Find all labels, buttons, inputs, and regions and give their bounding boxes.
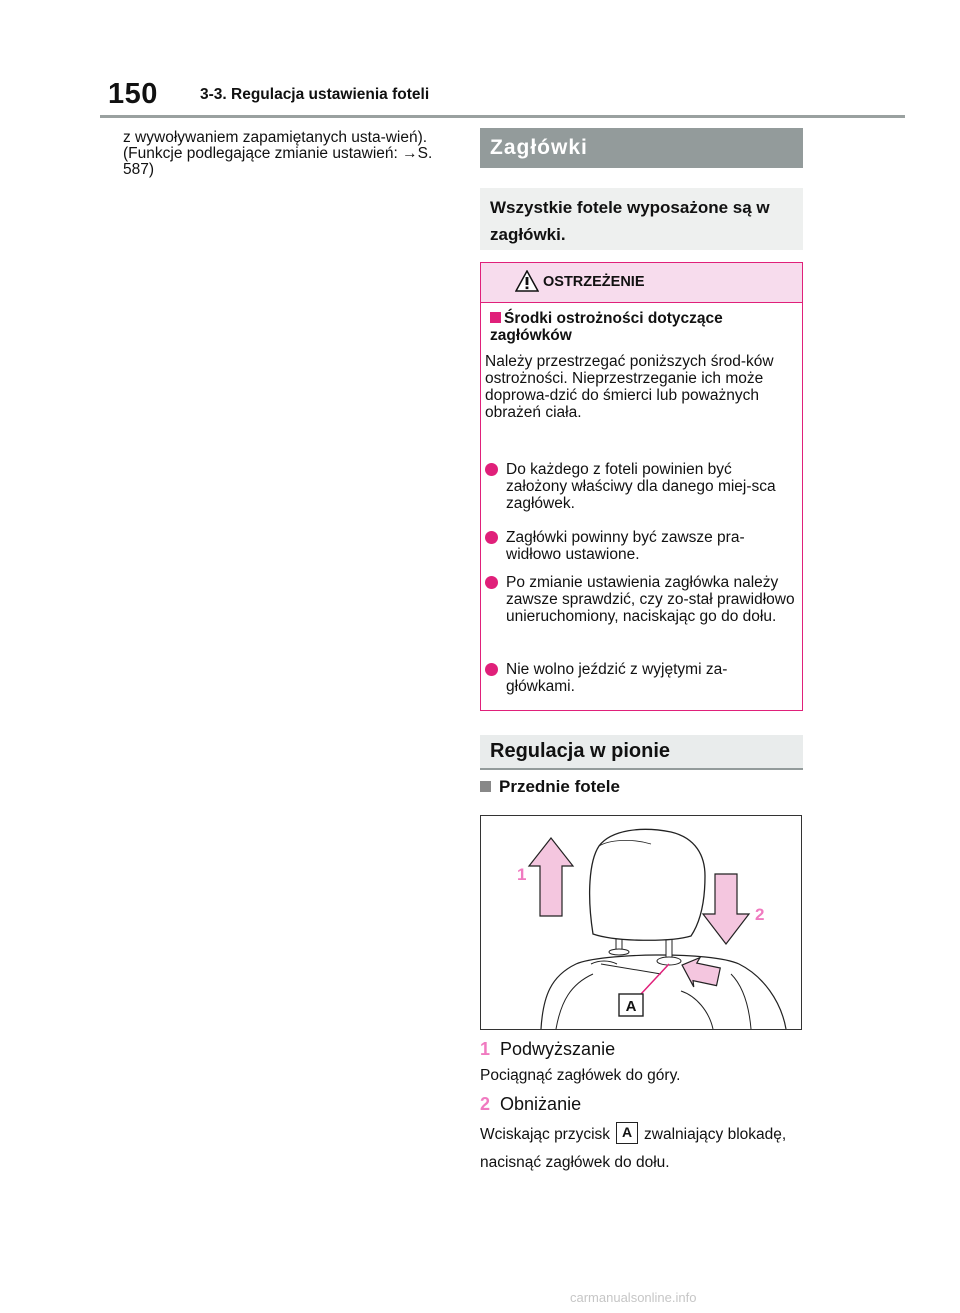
chapter-title: 3-3. Regulacja ustawienia foteli [200,86,430,103]
square-bullet-icon [490,312,501,323]
figure-label-up: 1 [517,865,527,884]
headrests-intro: Wszystkie fotele wyposażone są w zagłówki. [480,188,803,250]
headrest-illustration [481,816,801,1029]
section-heading-headrests: Zagłówki [480,128,803,168]
continued-text: z wywoływaniem zapamiętanych usta-wień). (Funkcje podlegające zmianie ustawień: →S. 587) [123,129,433,178]
step-1-description: Pociągnąć zagłówek do góry. [480,1067,681,1084]
warning-triangle-icon [515,270,539,292]
warning-body: Należy przestrzegać poniższych środ-ków ostrożności. Nieprzestrzeganie ich może doprowa-dzić do śmierci lub poważnych obrażeń ciała. [485,353,774,421]
bullet-dot-icon [485,663,498,676]
bullet-dot-icon [485,576,498,589]
warning-bullet: Do każdego z foteli powinien być założony właściwy dla danego miej-sca zagłówek. [485,461,795,512]
warning-subtitle: Środki ostrożności dotyczące zagłówków [490,310,723,344]
warning-bullet: Po zmianie ustawienia zagłówka należy zawsze sprawdzić, czy zo-stał prawidłowo unieruchomiony, naciskając go do dołu. [485,574,795,625]
warning-box [480,262,803,711]
step-2-title: 2 Obniżanie [480,1094,582,1114]
button-a-label: A [616,1122,638,1144]
warning-title: OSTRZEŻENIE [543,274,645,290]
header-divider [100,115,905,118]
step-1-title: 1 Podwyższanie [480,1039,616,1059]
warning-bullet: Zagłówki powinny być zawsze pra-widłowo ustawione. [485,529,795,563]
page-number: 150 [108,78,158,110]
bullet-dot-icon [485,463,498,476]
warning-bullet: Nie wolno jeździć z wyjętymi za-główkami. [485,661,795,695]
square-bullet-icon [480,781,491,792]
figure-label-button: A [625,998,637,1015]
subsection-front-seats: Przednie fotele [480,777,620,797]
bullet-dot-icon [485,531,498,544]
headrest-figure [480,815,802,1030]
section-heading-vertical-adjustment: Regulacja w pionie [480,735,803,770]
warning-header [481,263,802,303]
step-2-description: Wciskając przycisk A zwalniający blokadę, nacisnąć zagłówek do dołu. [480,1124,787,1171]
figure-label-down: 2 [755,905,765,924]
watermark: carmanualsonline.info [570,1290,697,1305]
